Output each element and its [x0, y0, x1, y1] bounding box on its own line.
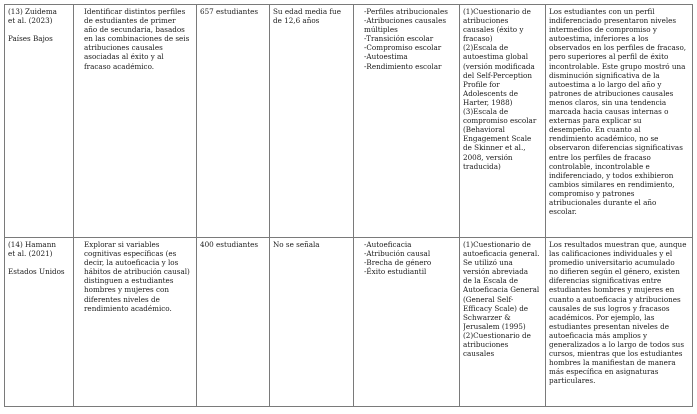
text-line: -Autoeficacia [364, 240, 412, 249]
text-line: (versión modificada [463, 61, 535, 71]
sample-cell [197, 238, 270, 407]
text-line: observaron diferencias significativas [549, 143, 683, 153]
text-line: marcada hacia causas internas o [549, 107, 669, 117]
text-line: (14) Hamann [8, 240, 56, 249]
results-cell [546, 238, 693, 407]
instruments-list [463, 240, 542, 358]
text-line: cambios similares en rendimiento, [549, 179, 675, 189]
text-line: controlable, incontrolable e [549, 161, 650, 171]
age-cell [270, 5, 354, 238]
text-line: desempeño. En cuanto al [549, 125, 641, 135]
study-reference [8, 7, 70, 25]
text-line: pero superiores al perfil de éxito [549, 52, 669, 62]
text-line: asociadas al éxito y al [84, 52, 164, 62]
study-cell [5, 238, 74, 407]
text-line: (Behavioral [463, 125, 505, 135]
text-line: autoeficacia más amplios y [549, 330, 648, 340]
text-line: diferencias significativas entre [549, 276, 662, 286]
text-line: atribucionales durante el año [549, 197, 657, 207]
study-reference [8, 240, 70, 258]
text-line: Adolescents de [463, 88, 518, 98]
text-line: (13) Zuidema [8, 7, 57, 16]
results-cell [546, 5, 693, 238]
text-line: disminución significativa de la [549, 70, 660, 80]
text-line: en las combinaciones de seis [84, 34, 190, 44]
text-line: -Perfiles atribucionales [364, 7, 448, 16]
text-line: atribuciones causales [84, 43, 163, 53]
text-line: versión abreviada [463, 267, 529, 277]
text-line: diferentes niveles de [84, 294, 160, 304]
text-line: compromiso y patrones [549, 188, 635, 198]
country: Países Bajos [8, 34, 53, 44]
text-line: entre los perfiles de fracaso [549, 152, 651, 162]
text-line: de la Escala de [463, 276, 518, 286]
text-line: Engagement Scale [463, 134, 532, 144]
text-line: Los estudiantes con un perfil [549, 7, 655, 16]
text-line: académicos. Por ejemplo, las [549, 312, 655, 322]
text-line: (2)Escala de [463, 43, 509, 53]
text-line: intermedios de compromiso y [549, 25, 657, 35]
text-line: estudiantes hombres y mujeres en [549, 285, 675, 295]
text-line: -Atribuciones causales [364, 16, 447, 26]
text-line: decir, la autoeficacia y los [84, 258, 179, 268]
text-line: hombres y mujeres con [84, 285, 169, 295]
text-line: las calificaciones individuales y el [549, 249, 673, 259]
sample-size: 400 estudiantes [200, 240, 259, 249]
instruments-list [463, 7, 542, 171]
text-line: Harter, 1988) [463, 97, 513, 107]
text-line: fracaso académico. [84, 61, 155, 71]
text-line: distinguen a estudiantes [84, 276, 174, 286]
text-line: causales [463, 349, 495, 359]
text-line: atribuciones [463, 340, 509, 350]
text-line: rendimiento académico. [84, 303, 172, 313]
instruments-cell [460, 5, 546, 238]
studies-table [4, 4, 693, 407]
text-line: causales de sus logros y fracasos [549, 303, 670, 313]
results-text [549, 7, 689, 216]
text-line: No se señala [273, 240, 320, 249]
text-line: -Compromiso escolar [364, 43, 442, 53]
text-line: rendimiento académico, no se [549, 134, 659, 144]
age-text [273, 240, 350, 249]
text-line: Schwarzer & [463, 312, 511, 322]
text-line: (2)Cuestionario de [463, 330, 531, 340]
text-line: del Self-Perception [463, 70, 532, 80]
text-line: indiferenciado, y todos exhibieron [549, 170, 674, 180]
text-line: (General Self- [463, 294, 514, 304]
text-line: Se utilizó una [463, 258, 513, 268]
text-line: observados en los perfiles de fracaso, [549, 43, 687, 53]
text-line: Su edad media fue [273, 7, 341, 16]
text-line: cuanto a autoeficacia y atribuciones [549, 294, 681, 304]
text-line: -Autoestima [364, 52, 408, 62]
study-cell [5, 5, 74, 238]
text-line: et al. (2023) [8, 16, 53, 26]
text-line: (3)Escala de [463, 107, 509, 117]
text-line: -Éxito estudiantil [364, 267, 427, 277]
text-line: autoestima a lo largo del año y [549, 79, 662, 89]
text-line: Profile for [463, 79, 500, 89]
text-line: causales (éxito y [463, 25, 524, 35]
text-line: estudiantes presentan niveles de [549, 321, 669, 331]
country: Estados Unidos [8, 267, 65, 277]
variables-list [364, 7, 456, 71]
text-line: autoestima, inferiores a los [549, 34, 649, 44]
text-line: -Atribución causal [364, 249, 431, 259]
text-line: generalizados a lo largo de todos sus [549, 340, 685, 350]
results-text [549, 240, 689, 386]
text-line: Autoeficacia General [463, 285, 540, 295]
objective-cell [74, 238, 197, 407]
instruments-cell [460, 238, 546, 407]
table-row [5, 5, 693, 238]
variables-cell [354, 5, 460, 238]
text-line: de Skinner et al., [463, 143, 526, 153]
text-line: Explorar si variables [84, 240, 160, 249]
text-line: promedio universitario acumulado [549, 258, 675, 268]
text-line: autoeficacia general. [463, 249, 540, 259]
age-text [273, 7, 350, 25]
text-line: más específica en asignaturas [549, 367, 659, 377]
text-line: de 12,6 años [273, 16, 320, 26]
text-line: de estudiantes de primer [84, 16, 176, 26]
sample-cell [197, 5, 270, 238]
objective-text [84, 7, 193, 71]
text-line: Los resultados muestran que, aunque [549, 240, 687, 249]
text-line: indiferenciado presentaron niveles [549, 16, 677, 26]
text-line: externas para explicar su [549, 116, 642, 126]
objective-text [84, 240, 193, 313]
text-line: -Brecha de género [364, 258, 432, 268]
text-line: cognitivas específicas (es [84, 249, 177, 259]
text-line: múltiples [364, 25, 398, 35]
variables-list [364, 240, 456, 276]
text-line: (1)Cuestionario de [463, 240, 531, 249]
text-line: menos claros, sin una tendencia [549, 97, 667, 107]
text-line: compromiso escolar [463, 116, 537, 126]
text-line: Identificar distintos perfiles [84, 7, 186, 16]
text-line: Jerusalem (1995) [463, 321, 526, 331]
text-line: fracaso) [463, 34, 493, 44]
objective-cell [74, 5, 197, 238]
text-line: -Rendimiento escolar [364, 61, 442, 71]
text-line: no difieren según el género, existen [549, 267, 680, 277]
table-row [5, 238, 693, 407]
text-line: cursos, mientras que los estudiantes [549, 349, 683, 359]
age-cell [270, 238, 354, 407]
sample-size: 657 estudiantes [200, 7, 259, 16]
text-line: hábitos de atribución causal) [84, 267, 190, 277]
text-line: -Transición escolar [364, 34, 434, 44]
text-line: autoestima global [463, 52, 529, 62]
text-line: atribuciones [463, 16, 509, 26]
text-line: año de secundaria, basados [84, 25, 185, 35]
text-line: hombres la manifiestan de manera [549, 358, 676, 368]
text-line: patrones de atribuciones causales [549, 88, 674, 98]
variables-cell [354, 238, 460, 407]
text-line: traducida) [463, 161, 501, 171]
text-line: particulares. [549, 376, 596, 386]
text-line: 2008, versión [463, 152, 513, 162]
text-line: Efficacy Scale) de [463, 303, 529, 313]
text-line: et al. (2021) [8, 249, 53, 259]
text-line: escolar. [549, 207, 577, 217]
text-line: incontrolable. Este grupo mostró una [549, 61, 686, 71]
text-line: (1)Cuestionario de [463, 7, 531, 16]
